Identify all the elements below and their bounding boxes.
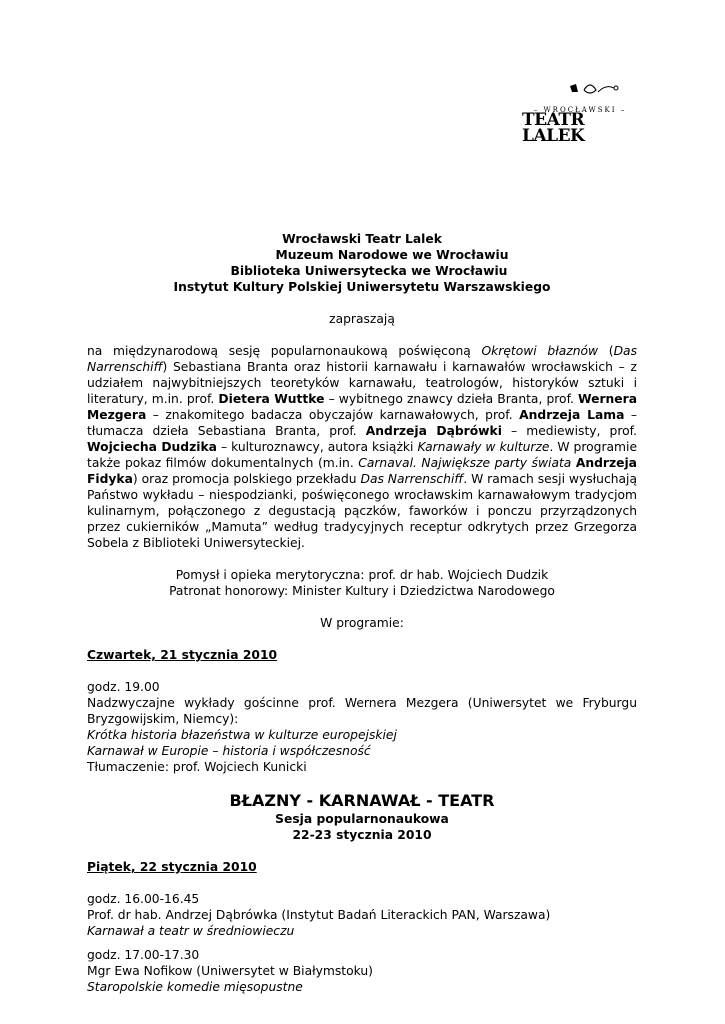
slot-1-speaker: Prof. dr hab. Andrzej Dąbrówka (Instytut Badań Literackich PAN, Warszawa): [87, 908, 551, 922]
invite-word: zapraszają: [329, 312, 395, 326]
program-label: W programie:: [320, 616, 404, 630]
slot-2-speaker: Mgr Ewa Nofikow (Uniwersytet w Białymstoku): [87, 964, 373, 978]
session-dates: 22-23 stycznia 2010: [292, 828, 432, 842]
puppet-hat-icon: [562, 80, 622, 102]
day1-translation: Tłumaczenie: prof. Wojciech Kunicki: [87, 760, 307, 774]
slot-2-title: Staropolskie komedie mięsopustne: [87, 980, 303, 994]
day1-heading: Czwartek, 21 stycznia 2010: [87, 648, 278, 662]
slot-1-time: godz. 16.00-16.45: [87, 892, 200, 906]
slot-1-title: Karnawał a teatr w średniowieczu: [87, 924, 295, 938]
slot-2-time: godz. 17.00-17.30: [87, 948, 200, 962]
credit-idea: Pomysł i opieka merytoryczna: prof. dr hab. Wojciech Dudzik: [175, 568, 549, 582]
day1-time: godz. 19.00: [87, 680, 160, 694]
credit-patronage: Patronat honorowy: Minister Kultury i Dziedzictwa Narodowego: [169, 584, 555, 598]
organizer-1: Wrocławski Teatr Lalek: [282, 232, 442, 246]
logo-title: TEATR LALEK: [522, 110, 585, 146]
session-title: BŁAZNY - KARNAWAŁ - TEATR: [229, 791, 495, 810]
logo-subtitle: – WROCŁAWSKI –: [533, 106, 627, 114]
day1-desc: Nadzwyczajne wykłady gościnne prof. Wernera Mezgera (Uniwersytet we Fryburgu Bryzgowijskim, Niemcy):: [87, 696, 637, 726]
intro-paragraph: na międzynarodową sesję popularnonaukową poświęconą Okrętowi błaznów (Das Narrenschiff) Sebastiana Branta oraz historii karnawału i karnawałów wrocławskich – z udziałem najwybitniejszych teoretyków karnawału, teatrologów, historyków sztuki i literatury, m.in. prof. Dietera Wuttke – wybitnego znawcy dzieła Branta, prof. Wernera Mezgera – znakomitego badacza obyczajów karnawałowych, prof. Andrzeja Lama – tłumacza dzieła Sebastiana Branta, prof. Andrzeja Dąbrówki – mediewisty, prof. Wojciecha Dudzika – kulturoznawcy, autora książki Karnawały w kulturze. W programie także pokaz filmów dokumentalnych (m.in. Carnaval. Największe party świata Andrzeja Fidyka) oraz promocja polskiego przekładu Das Narrenschiff. W ramach sesji wysłuchają Państwo wykładu – niespodzianki, poświęconego wrocławskim karnawałowym tradycjom kulinarnym, połączonego z degustacją pączków, faworków i ponczu przyrządzonych przez cukierników „Mamuta” według tradycyjnych receptur odkrytych przez Grzegorza Sobela z Biblioteki Uniwersyteckiej.: [87, 344, 638, 550]
invitation-body: [87, 231, 637, 995]
day1-talk-2: Karnawał w Europie – historia i współczesność: [87, 744, 371, 758]
day2-heading: Piątek, 22 stycznia 2010: [87, 860, 257, 874]
organizer-4: Instytut Kultury Polskiej Uniwersytetu Warszawskiego: [173, 280, 551, 294]
theatre-logo: [522, 80, 632, 146]
organizer-2: Muzeum Narodowe we Wrocławiu: [275, 248, 509, 262]
day1-talk-1: Krótka historia błazeństwa w kulturze europejskiej: [87, 728, 397, 742]
organizer-3: Biblioteka Uniwersytecka we Wrocławiu: [230, 264, 508, 278]
session-subtitle: Sesja popularnonaukowa: [275, 812, 449, 826]
